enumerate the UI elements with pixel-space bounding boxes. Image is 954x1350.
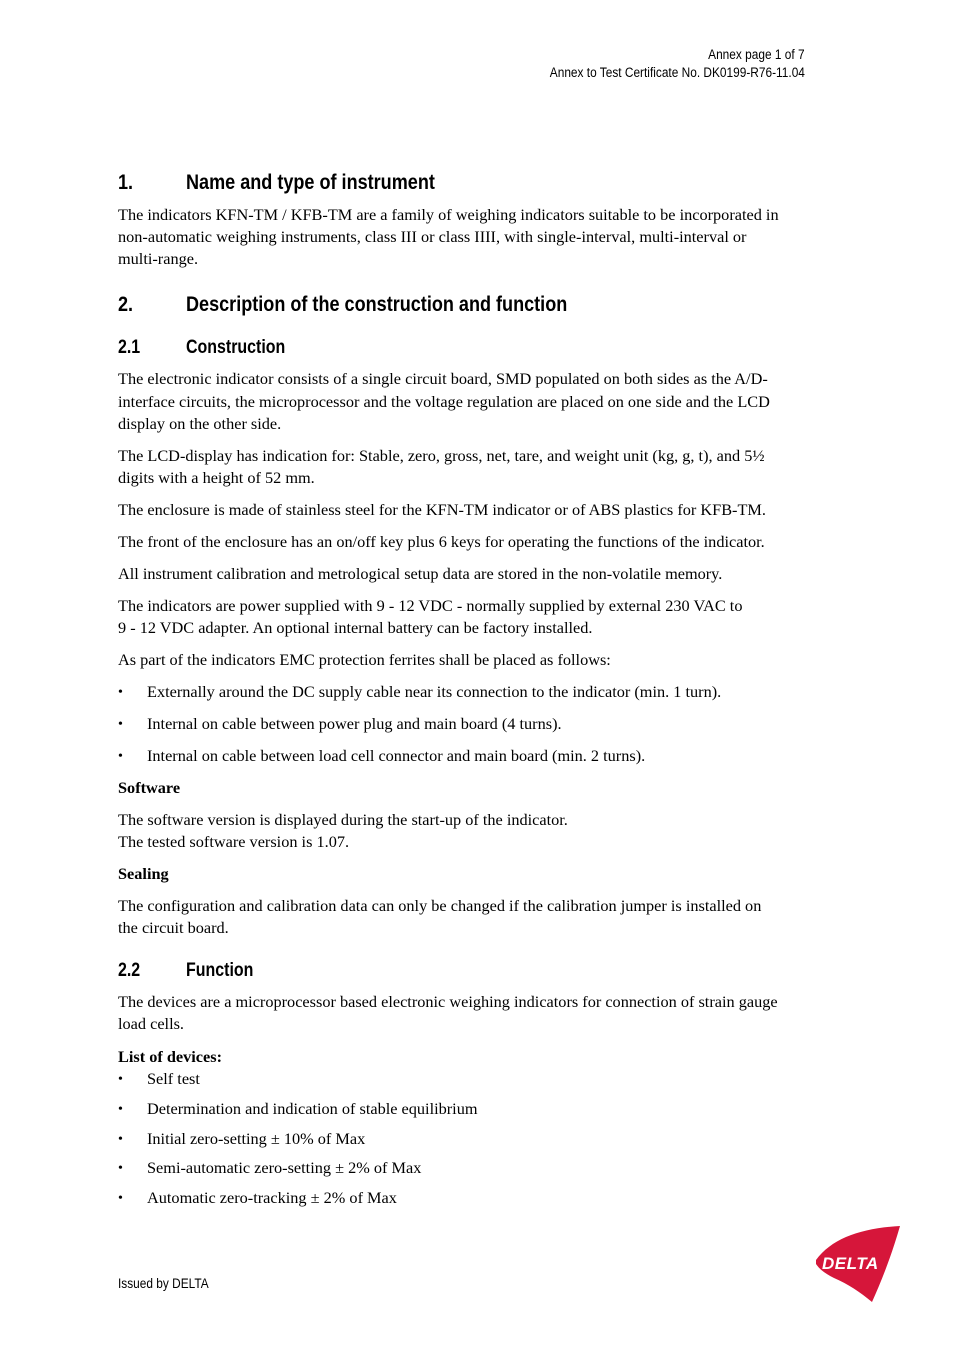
delta-logo-text: DELTA: [822, 1254, 879, 1273]
sealing-text: the circuit board.: [118, 918, 229, 937]
function-text: load cells.: [118, 1014, 185, 1033]
issued-by: Issued by DELTA: [118, 1276, 209, 1291]
section-2-2-title: Function: [186, 960, 254, 981]
device-list-item: Determination and indication of stable equilibrium: [147, 1099, 478, 1118]
emc-text: As part of the indicators EMC protection ferrites shall be placed as follows:: [118, 650, 611, 669]
software-heading: Software: [118, 778, 181, 797]
delta-logo: [812, 1224, 904, 1306]
ferrite-list-item: Internal on cable between power plug and main board (4 turns).: [147, 714, 562, 733]
power-text: 9 - 12 VDC adapter. An optional internal battery can be factory installed.: [118, 618, 593, 637]
sealing-text: The configuration and calibration data can only be changed if the calibration jumper is installed on: [118, 896, 762, 915]
bullet-icon: •: [118, 1161, 123, 1176]
construction-text: interface circuits, the microprocessor and the voltage regulation are placed on one side and the LCD: [118, 392, 770, 411]
software-text: The tested software version is 1.07.: [118, 832, 350, 851]
section-1-title: Name and type of instrument: [186, 170, 435, 194]
section-1-number: 1.: [118, 170, 134, 194]
bullet-icon: •: [118, 1191, 123, 1206]
bullet-icon: •: [118, 1102, 123, 1117]
device-list-item: Semi-automatic zero-setting ± 2% of Max: [147, 1158, 422, 1177]
ferrite-list-item: Externally around the DC supply cable near its connection to the indicator (min. 1 turn).: [147, 682, 722, 701]
lcd-text: The LCD-display has indication for: Stable, zero, gross, net, tare, and weight unit (kg, g, t), and 5½: [118, 446, 765, 465]
sealing-heading: Sealing: [118, 864, 169, 883]
bullet-icon: •: [118, 717, 123, 732]
function-text: The devices are a microprocessor based electronic weighing indicators for connection of strain gauge: [118, 992, 778, 1011]
lcd-text: digits with a height of 52 mm.: [118, 468, 315, 487]
construction-text: The electronic indicator consists of a single circuit board, SMD populated on both sides as the A/D-: [118, 369, 768, 388]
ferrite-list-item: Internal on cable between load cell connector and main board (min. 2 turns).: [147, 746, 646, 765]
bullet-icon: •: [118, 1072, 123, 1087]
device-list-item: Automatic zero-tracking ± 2% of Max: [147, 1188, 397, 1207]
section-1-text: The indicators KFN-TM / KFB-TM are a family of weighing indicators suitable to be incorporated in: [118, 205, 779, 224]
certificate-number: Annex to Test Certificate No. DK0199-R76-11.04: [549, 65, 805, 80]
section-2-1-number: 2.1: [118, 337, 141, 358]
list-of-devices-heading: List of devices:: [118, 1047, 222, 1066]
memory-text: All instrument calibration and metrological setup data are stored in the non-volatile memory.: [118, 564, 723, 583]
section-2-2-number: 2.2: [118, 960, 141, 981]
device-list-item: Self test: [147, 1069, 200, 1088]
device-list-item: Initial zero-setting ± 10% of Max: [147, 1129, 366, 1148]
keys-text: The front of the enclosure has an on/off key plus 6 keys for operating the functions of the indicator.: [118, 532, 765, 551]
section-1-text: non-automatic weighing instruments, class III or class IIII, with single-interval, multi-interval or: [118, 227, 747, 246]
section-2-title: Description of the construction and function: [186, 292, 568, 316]
section-2-1-title: Construction: [186, 337, 286, 358]
bullet-icon: •: [118, 749, 123, 764]
construction-text: display on the other side.: [118, 414, 282, 433]
annex-page-number: Annex page 1 of 7: [708, 47, 805, 62]
section-1-text: multi-range.: [118, 249, 199, 268]
bullet-icon: •: [118, 1132, 123, 1147]
section-2-number: 2.: [118, 292, 134, 316]
power-text: The indicators are power supplied with 9 - 12 VDC - normally supplied by external 230 VAC to: [118, 596, 743, 615]
enclosure-text: The enclosure is made of stainless steel for the KFN-TM indicator or of ABS plastics for KFB-TM.: [118, 500, 766, 519]
bullet-icon: •: [118, 685, 123, 700]
software-text: The software version is displayed during the start-up of the indicator.: [118, 810, 568, 829]
